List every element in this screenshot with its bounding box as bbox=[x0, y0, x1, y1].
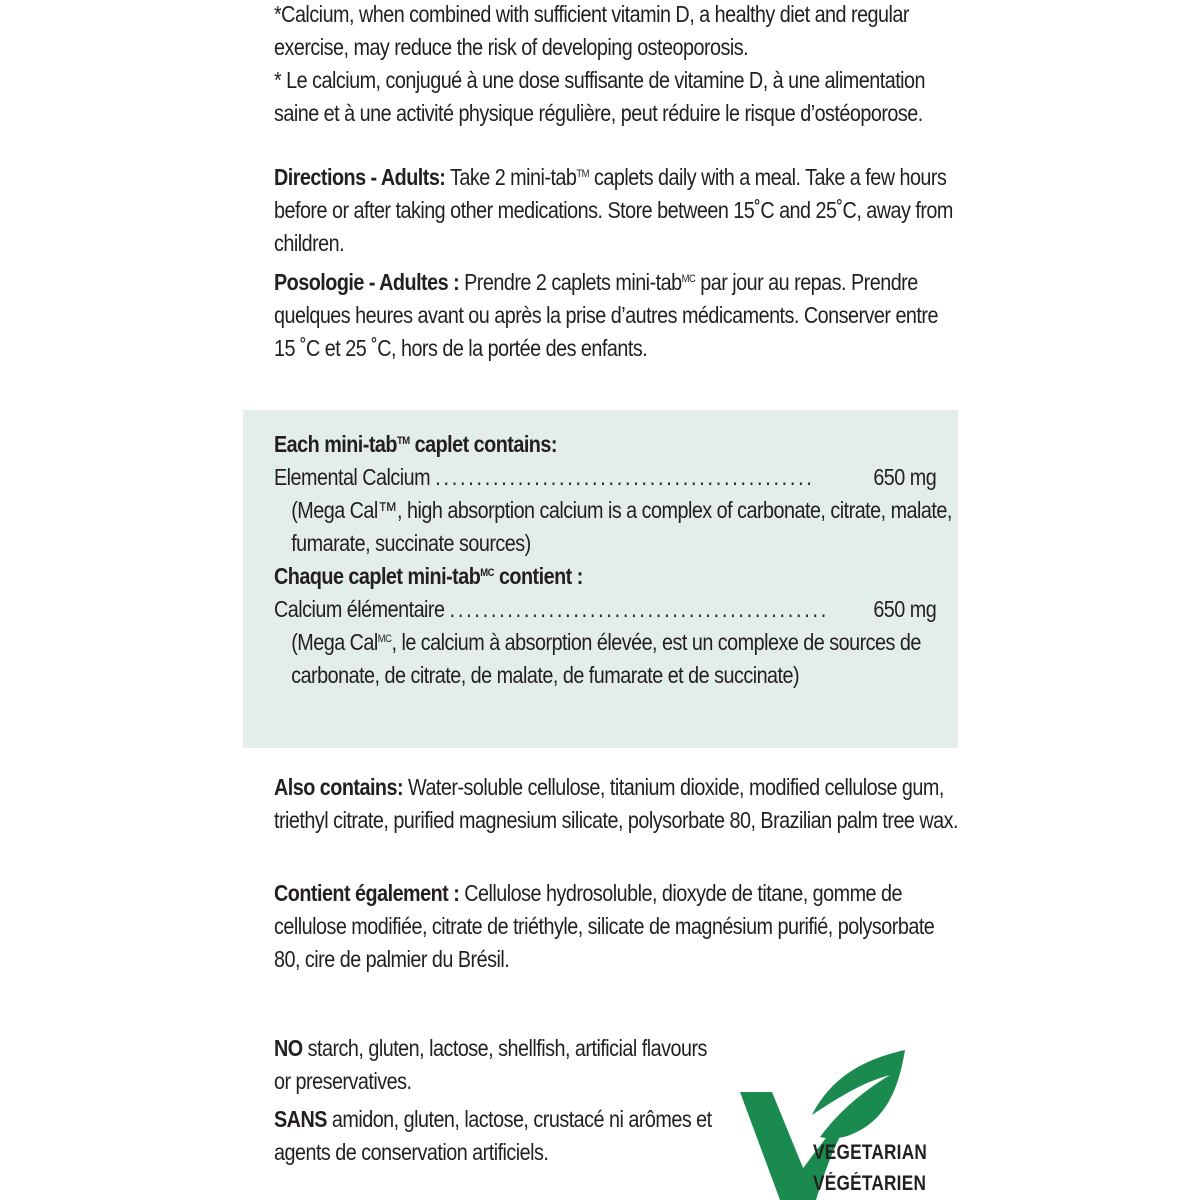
vegetarian-label-fr: VÉGÉTARIEN bbox=[813, 1172, 927, 1195]
claim-en: *Calcium, when combined with sufficient vitamin D, a healthy diet and regular exercise, may reduce the risk of developing osteoporosis. bbox=[274, 1, 909, 60]
osteoporosis-claim bbox=[274, 0, 962, 130]
panel-heading-en: Each mini-tab bbox=[274, 431, 397, 457]
trademark-mark: TM bbox=[396, 435, 410, 447]
posologie-text-cont: par jour au repas. Prendre quelques heures avant ou après la prise d’autres médicaments. Conserver entre 15 ˚C et 25 ˚C, hors de la portée des enfants. bbox=[274, 269, 938, 361]
ingredient-amount: 650 mg bbox=[873, 464, 937, 490]
non-medicinal-en bbox=[274, 771, 962, 837]
directions-text: Take 2 mini-tab bbox=[445, 164, 577, 190]
ingredient-name: Elemental Calcium bbox=[274, 464, 431, 490]
medicinal-ingredients bbox=[274, 428, 962, 692]
directions-fr bbox=[274, 266, 962, 365]
vegetarian-label-en: VEGETARIAN bbox=[813, 1141, 928, 1164]
directions-text-cont: caplets daily with a meal. Take a few hours before or after taking other medications. Store between 15˚C and 25˚C, away from children. bbox=[274, 164, 953, 256]
ingredient-row-fr bbox=[274, 593, 936, 626]
contient-text: Cellulose hydrosoluble, dioxyde de titane, gomme de cellulose modifiée, citrate de triéthyle, silicate de magnésium purifié, polysorbate 80, cire de palmier du Brésil. bbox=[274, 880, 935, 972]
panel-heading-en-cont: caplet contains: bbox=[409, 431, 557, 457]
non-medicinal-fr bbox=[274, 877, 962, 976]
no-text: starch, gluten, lactose, shellfish, artificial flavours or preservatives. bbox=[274, 1035, 707, 1094]
free-from-fr bbox=[274, 1103, 721, 1169]
ingredient-row-en bbox=[274, 461, 936, 494]
sans-text: amidon, gluten, lactose, crustacé ni arômes et agents de conservation artificiels. bbox=[274, 1106, 712, 1165]
ingredient-amount-fr: 650 mg bbox=[873, 596, 937, 622]
posologie-text: Prendre 2 caplets mini-tab bbox=[459, 269, 682, 295]
leader-dots-fr: .............................................. bbox=[449, 596, 830, 622]
sans-label: SANS bbox=[274, 1106, 327, 1132]
note-fr-start: (Mega Cal bbox=[291, 629, 378, 655]
leaf-shape bbox=[812, 1050, 905, 1138]
panel-heading-fr-cont: contient : bbox=[493, 563, 583, 589]
trademark-mark: TM bbox=[576, 168, 590, 180]
note-fr-cont: , le calcium à absorption élevée, est un complexe de sources de carbonate, de citrate, de malate, de fumarate et de succinate) bbox=[291, 629, 921, 688]
ingredient-note-en: (Mega Cal™, high absorption calcium is a complex of carbonate, citrate, malate, fumarate, succinate sources) bbox=[291, 497, 952, 556]
ingredient-name-fr: Calcium élémentaire bbox=[274, 596, 445, 622]
also-contains-label: Also contains: bbox=[274, 774, 404, 800]
panel-heading-fr: Chaque caplet mini-tab bbox=[274, 563, 481, 589]
trademark-mark-fr: MC bbox=[480, 567, 494, 579]
claim-fr: * Le calcium, conjugué à une dose suffisante de vitamine D, à une alimentation saine et à une activité physique régulière, peut réduire le risque d’ostéoporose. bbox=[274, 67, 926, 126]
trademark-mark-fr: MC bbox=[681, 273, 696, 285]
also-contains-text: Water-soluble cellulose, titanium dioxide, modified cellulose gum, triethyl citrate, purified magnesium silicate, polysorbate 80, Brazilian palm tree wax. bbox=[274, 774, 958, 833]
posologie-label: Posologie - Adultes : bbox=[274, 269, 460, 295]
free-from-en bbox=[274, 1032, 721, 1098]
leader-dots: .............................................. bbox=[435, 464, 815, 490]
directions-label: Directions - Adults: bbox=[274, 164, 446, 190]
directions-en bbox=[274, 161, 962, 260]
no-label: NO bbox=[274, 1035, 303, 1061]
contient-label: Contient également : bbox=[274, 880, 460, 906]
trademark-mark-fr: MC bbox=[377, 633, 392, 645]
ingredient-note-fr bbox=[274, 626, 962, 692]
